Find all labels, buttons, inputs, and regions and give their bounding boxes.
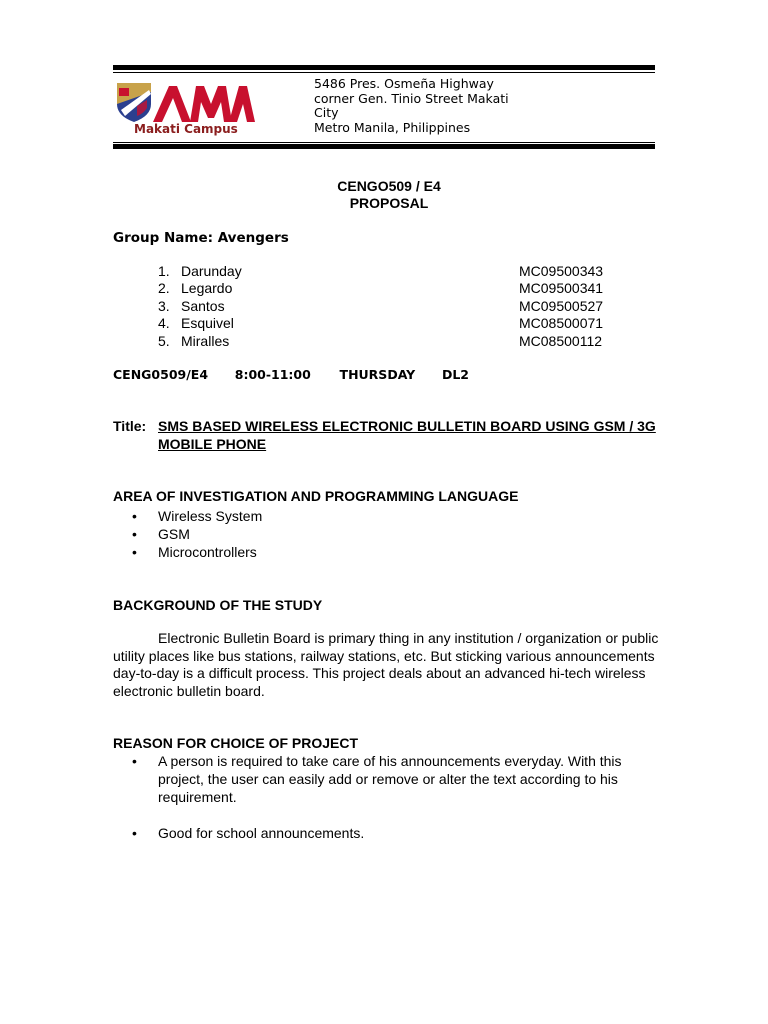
- member-list: [0, 263, 768, 350]
- member-id: MC09500527: [519, 297, 604, 314]
- list-item-text: GSM: [158, 526, 190, 542]
- member-id: MC08500112: [519, 332, 603, 349]
- header-rule-top-thin: [113, 72, 655, 73]
- member-name: Miralles: [181, 332, 230, 349]
- member-number: 2.: [158, 280, 170, 297]
- schedule-day: THURSDAY: [339, 367, 416, 382]
- background-paragraph: [113, 630, 673, 700]
- title-label: Title:: [113, 418, 147, 434]
- background-text: Electronic Bulletin Board is primary thing in any institution / organization or public utility places like bus stations, railway stations, etc. But sticking various announcements day-to-day is a difficult process. This project deals about an advanced hi-tech wireless electronic bulletin board.: [113, 630, 659, 699]
- area-list: [113, 507, 673, 561]
- list-item: [113, 543, 673, 561]
- member-id: MC09500341: [519, 280, 604, 297]
- header-rule-bottom-thick: [113, 144, 655, 149]
- reason-list: [113, 752, 665, 842]
- list-item: [113, 507, 673, 525]
- member-id: MC08500071: [519, 315, 604, 332]
- member-name: Santos: [181, 297, 225, 314]
- list-item-text: Good for school announcements.: [158, 825, 365, 841]
- reason-heading: REASON FOR CHOICE OF PROJECT: [113, 735, 359, 751]
- campus-address: [314, 77, 574, 135]
- bullet-icon: •: [132, 544, 137, 560]
- member-row: [0, 263, 768, 280]
- member-name: Esquivel: [181, 315, 234, 332]
- member-row: [0, 298, 768, 315]
- area-heading: AREA OF INVESTIGATION AND PROGRAMMING LANGUAGE: [113, 488, 519, 504]
- document-type: PROPOSAL: [349, 195, 429, 211]
- bullet-icon: •: [132, 753, 137, 769]
- member-name: Darunday: [181, 263, 242, 279]
- ama-logo-graphic: [115, 80, 255, 124]
- address-line: City: [314, 105, 339, 120]
- ama-logo: [115, 80, 255, 138]
- campus-label: Makati Campus: [134, 122, 238, 136]
- background-heading: BACKGROUND OF THE STUDY: [113, 597, 323, 613]
- bullet-icon: •: [132, 825, 137, 841]
- project-title: SMS BASED WIRELESS ELECTRONIC BULLETIN BOARD USING GSM / 3G MOBILE PHONE: [158, 418, 656, 452]
- list-item-text: Wireless System: [158, 508, 263, 524]
- member-number: 3.: [158, 297, 170, 314]
- list-item-text: A person is required to take care of his announcements everyday. With this project, the user can easily add or remove or alter the text according to his requirement.: [158, 753, 622, 805]
- list-item: [113, 824, 665, 842]
- schedule-time: 8:00-11:00: [234, 367, 311, 382]
- bullet-icon: •: [132, 508, 137, 524]
- member-number: 5.: [158, 332, 170, 349]
- schedule-section: CENG0509/E4: [113, 367, 209, 382]
- member-number: 4.: [158, 315, 170, 332]
- list-item: [113, 525, 673, 543]
- header-rule-bottom-thin: [113, 142, 655, 143]
- group-name: Group Name: Avengers: [113, 230, 289, 246]
- list-item: [113, 752, 665, 806]
- schedule-room: DL2: [441, 367, 469, 382]
- header-rule-top-thick: [113, 65, 655, 70]
- bullet-icon: •: [132, 526, 137, 542]
- member-number: 1.: [158, 263, 170, 279]
- member-id: MC09500343: [519, 263, 604, 279]
- member-name: Legardo: [181, 280, 233, 297]
- member-row: [0, 280, 768, 297]
- member-row: [0, 333, 768, 350]
- schedule-line: [113, 367, 469, 382]
- address-line: 5486 Pres. Osmeña Highway: [314, 76, 494, 91]
- course-code: CENGO509 / E4: [337, 178, 441, 194]
- member-row: [0, 315, 768, 332]
- list-item-text: Microcontrollers: [158, 544, 257, 560]
- address-line: corner Gen. Tinio Street Makati: [314, 90, 509, 106]
- address-line: Metro Manila, Philippines: [314, 119, 471, 135]
